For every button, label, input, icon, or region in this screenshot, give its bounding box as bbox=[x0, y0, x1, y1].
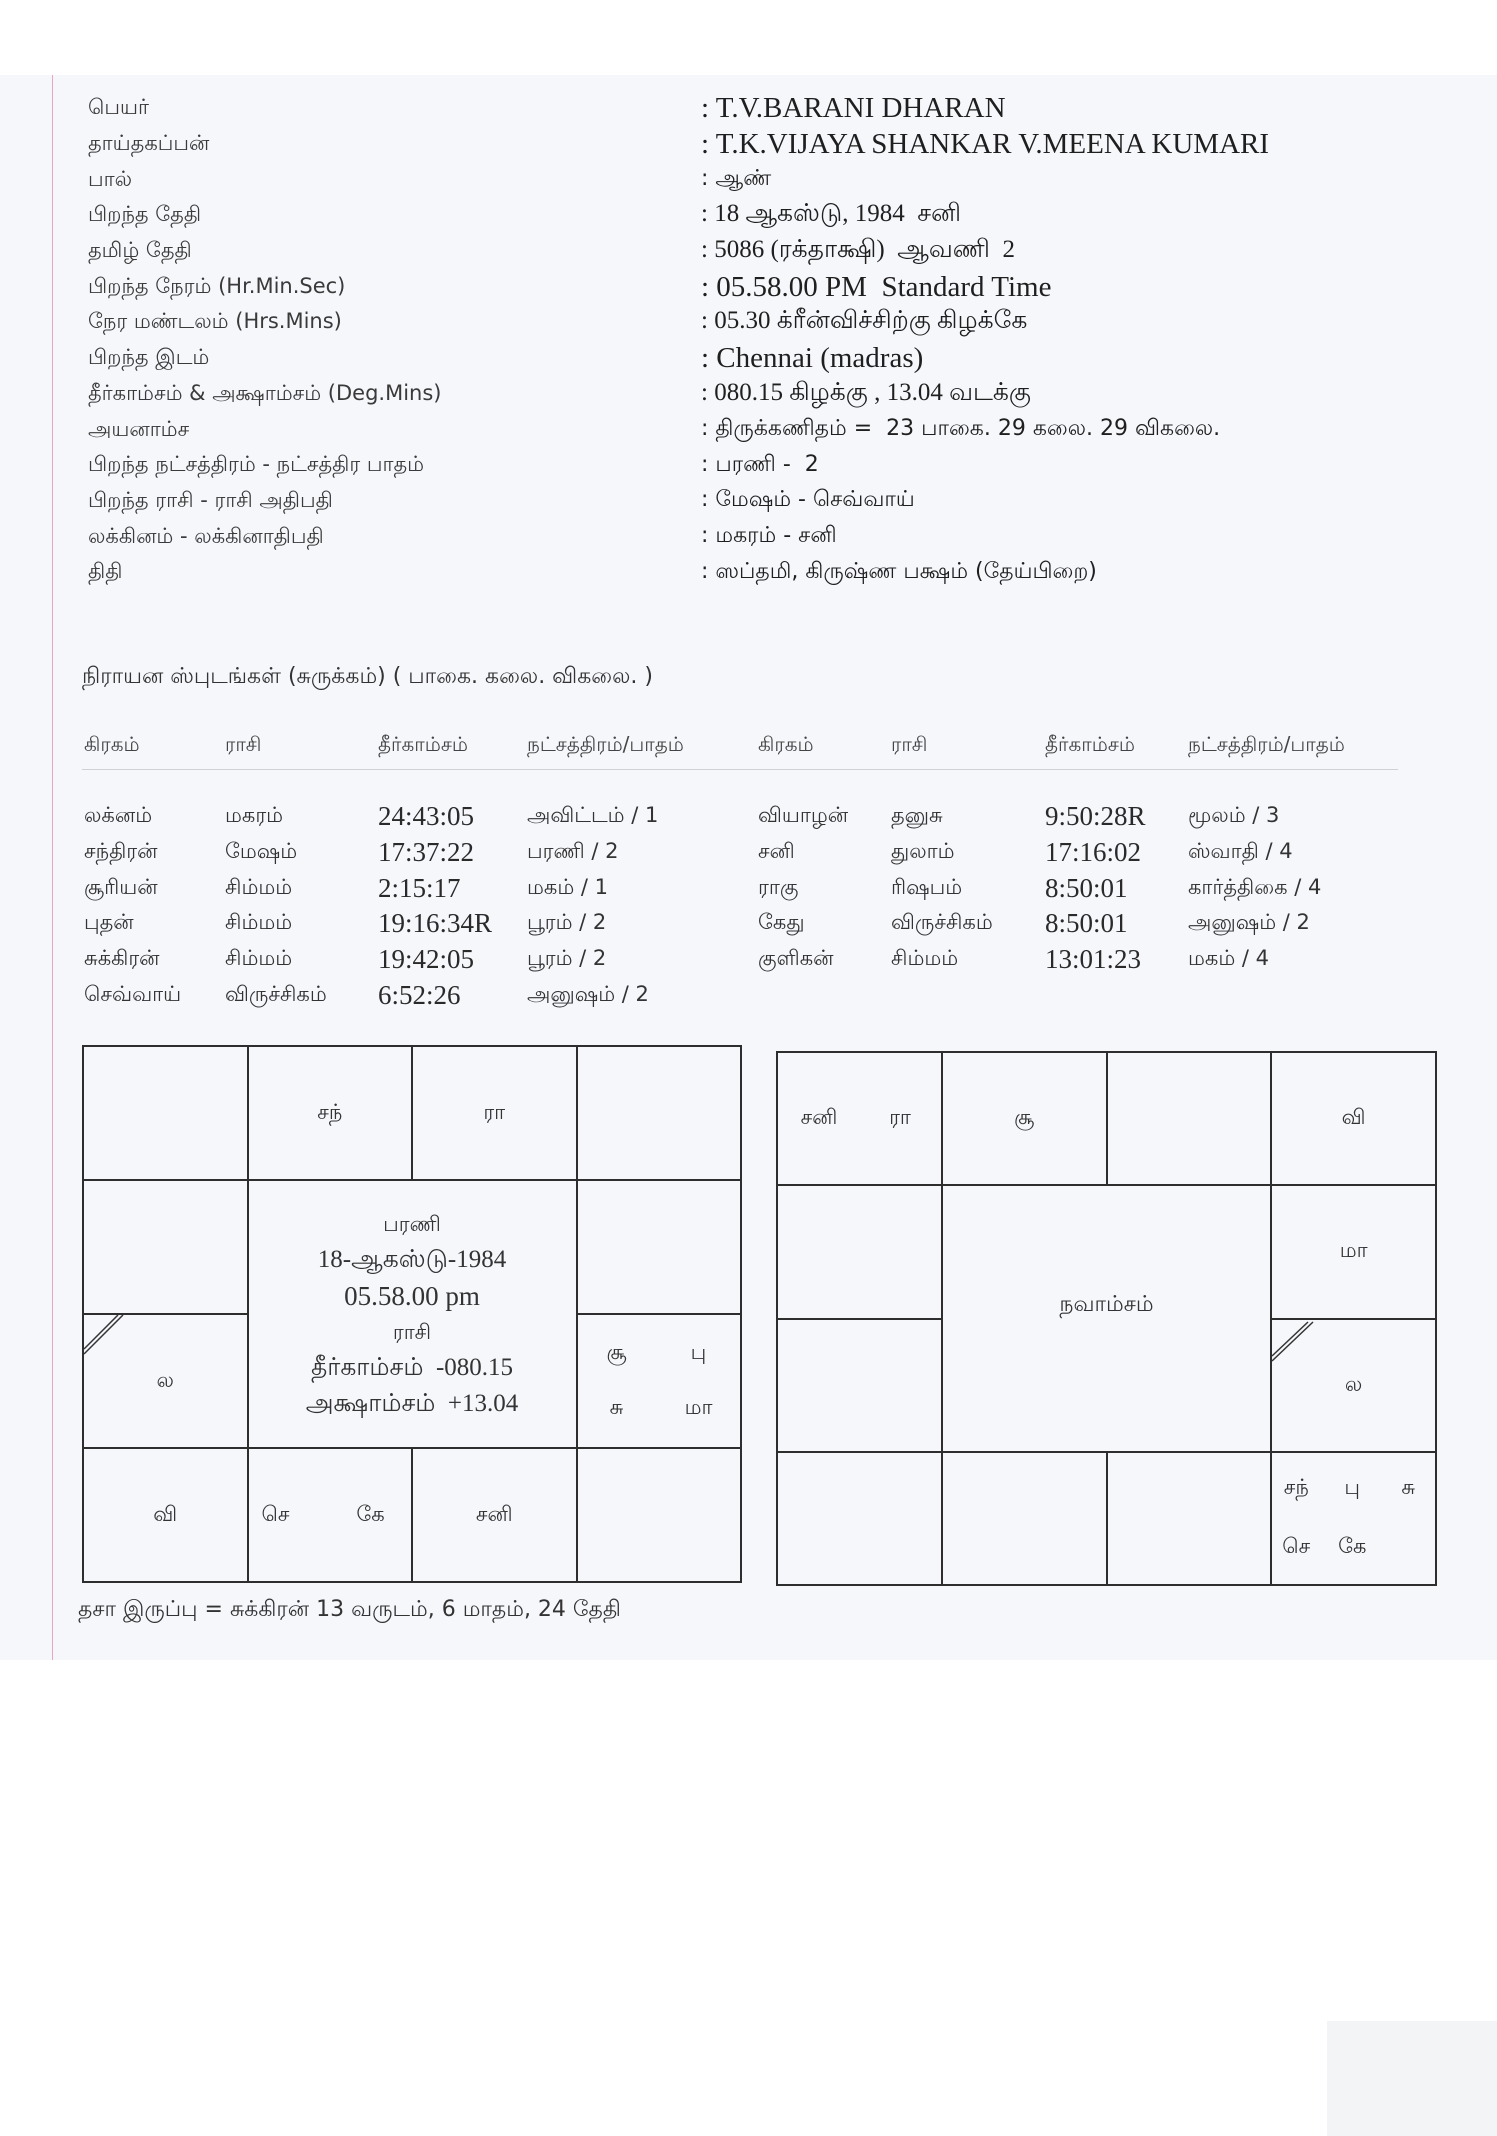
header-planet: கிரகம் bbox=[84, 732, 140, 757]
star-cell: அனுஷம் / 2 bbox=[1188, 910, 1310, 935]
navamsa-chart bbox=[776, 1051, 1437, 1586]
detail-value-birth-place: : Chennai (madras) bbox=[701, 342, 924, 375]
planet-token: வி bbox=[153, 1501, 178, 1526]
planet-token: ரா bbox=[889, 1105, 911, 1130]
sputam-heading: நிராயன ஸ்புடங்கள் (சுருக்கம்) ( பாகை. கலை. விகலை. ) bbox=[82, 664, 653, 689]
lagna-mark-icon bbox=[84, 1315, 128, 1359]
planet-token: ரா bbox=[483, 1099, 506, 1124]
planet-token: சனி bbox=[800, 1105, 838, 1130]
house-kumbha bbox=[778, 1186, 941, 1317]
header-longitude: தீர்காம்சம் bbox=[378, 732, 468, 757]
star-cell: ஸ்வாதி / 4 bbox=[1188, 839, 1293, 864]
house-mesha bbox=[943, 1053, 1106, 1184]
center-date: 18-ஆகஸ்டு-1984 bbox=[317, 1246, 507, 1273]
rasi-cell: துலாம் bbox=[891, 839, 955, 864]
detail-value-longitude-latitude: : 080.15 கிழக்கு , 13.04 வடக்கு bbox=[701, 378, 1031, 406]
planet-cell: புதன் bbox=[84, 910, 134, 935]
detail-value-name: : T.V.BARANI DHARAN bbox=[701, 92, 1006, 125]
house-rishaba bbox=[1108, 1053, 1271, 1184]
rasi-cell: சிம்மம் bbox=[225, 874, 293, 899]
navamsa-title: நவாம்சம் bbox=[1059, 1291, 1154, 1317]
planet-cell: குளிகன் bbox=[758, 946, 834, 971]
header-planet: கிரகம் bbox=[758, 732, 814, 757]
rasi-cell: சிம்மம் bbox=[225, 946, 293, 971]
planet-token: செ bbox=[1282, 1534, 1311, 1559]
detail-value-birth-date: : 18 ஆகஸ்டு, 1984 சனி bbox=[701, 200, 961, 228]
planet-token: செ bbox=[261, 1501, 290, 1526]
planet-cell: சனி bbox=[758, 839, 795, 864]
star-cell: மூலம் / 3 bbox=[1188, 803, 1280, 828]
dasa-balance: தசா இருப்பு = சுக்கிரன் 13 வருடம், 6 மாதம், 24 தேதி bbox=[78, 1597, 621, 1622]
margin-line bbox=[52, 75, 53, 1660]
planet-cell: கேது bbox=[758, 910, 805, 935]
detail-label-birth-place: பிறந்த இடம் bbox=[88, 345, 210, 370]
header-longitude: தீர்காம்சம் bbox=[1045, 732, 1135, 757]
detail-label-tamil-date: தமிழ் தேதி bbox=[88, 238, 192, 263]
planet-token: பு bbox=[1344, 1475, 1361, 1500]
longitude-cell: 2:15:17 bbox=[378, 872, 461, 903]
planet-cell: சூரியன் bbox=[84, 874, 158, 899]
house-makara bbox=[778, 1320, 941, 1451]
detail-label-birth-rasi: பிறந்த ராசி - ராசி அதிபதி bbox=[88, 487, 333, 512]
detail-label-time-zone: நேர மண்டலம் (Hrs.Mins) bbox=[88, 309, 342, 334]
house-vrischika bbox=[943, 1453, 1106, 1584]
house-mithuna bbox=[578, 1047, 741, 1179]
star-cell: பூரம் / 2 bbox=[527, 910, 607, 935]
rasi-chart-center bbox=[249, 1181, 576, 1447]
rasi-cell: சிம்மம் bbox=[891, 946, 959, 971]
star-cell: அனுஷம் / 2 bbox=[527, 981, 649, 1006]
detail-label-tithi: திதி bbox=[88, 559, 123, 584]
planet-token: மா bbox=[684, 1395, 713, 1419]
planet-token: சூ bbox=[1014, 1105, 1035, 1130]
longitude-cell: 8:50:01 bbox=[1045, 908, 1128, 939]
planet-token: சந் bbox=[317, 1099, 343, 1124]
longitude-cell: 24:43:05 bbox=[378, 801, 475, 832]
detail-value-ayanamsa: : திருக்கணிதம் = 23 பாகை. 29 கலை. 29 விகலை. bbox=[701, 416, 1221, 442]
longitude-cell: 19:16:34R bbox=[378, 908, 493, 939]
center-time: 05.58.00 pm bbox=[344, 1281, 480, 1311]
star-cell: பரணி / 2 bbox=[527, 839, 619, 864]
detail-label-gender: பால் bbox=[88, 166, 133, 191]
planet-row bbox=[597, 1340, 719, 1367]
detail-value-tithi: : ஸப்தமி, கிருஷ்ண பக்ஷம் (தேய்பிறை) bbox=[701, 558, 1097, 584]
detail-value-tamil-date: : 5086 (ரக்தாக்ஷி) ஆவணி 2 bbox=[701, 236, 1015, 264]
detail-value-birth-rasi: : மேஷம் - செவ்வாய் bbox=[701, 487, 915, 513]
planet-cell: ராகு bbox=[758, 874, 799, 899]
house-simha bbox=[1272, 1320, 1435, 1451]
house-meena bbox=[778, 1053, 941, 1184]
longitude-cell: 8:50:01 bbox=[1045, 872, 1128, 903]
planet-cell: செவ்வாய் bbox=[84, 981, 182, 1006]
house-simha bbox=[578, 1315, 741, 1447]
rasi-cell: விருச்சிகம் bbox=[891, 910, 993, 935]
longitude-cell: 6:52:26 bbox=[378, 979, 461, 1010]
detail-value-birth-star: : பரணி - 2 bbox=[701, 451, 819, 477]
house-makara bbox=[84, 1315, 247, 1447]
header-rasi: ராசி bbox=[891, 732, 928, 757]
house-mesha bbox=[249, 1047, 412, 1179]
star-cell: மகம் / 4 bbox=[1188, 946, 1270, 971]
planet-token: சு bbox=[609, 1395, 624, 1419]
detail-value-parents: : T.K.VIJAYA SHANKAR V.MEENA KUMARI bbox=[701, 128, 1270, 161]
house-kumbha bbox=[84, 1181, 247, 1313]
planet-token: சு bbox=[1401, 1475, 1416, 1500]
planet-row bbox=[1276, 1475, 1428, 1502]
detail-label-birth-star: பிறந்த நட்சத்திரம் - நட்சத்திர பாதம் bbox=[88, 452, 425, 477]
house-dhanu bbox=[84, 1449, 247, 1581]
rasi-cell: விருச்சிகம் bbox=[225, 981, 327, 1006]
planet-token: மா bbox=[1339, 1238, 1368, 1263]
detail-label-birth-time: பிறந்த நேரம் (Hr.Min.Sec) bbox=[88, 273, 346, 298]
center-chart-title: ராசி bbox=[392, 1320, 432, 1344]
planet-token: சனி bbox=[475, 1501, 513, 1526]
navamsa-chart-center bbox=[943, 1186, 1271, 1451]
house-rishaba bbox=[413, 1047, 576, 1179]
planet-token: வி bbox=[1341, 1105, 1366, 1130]
planet-cell: சுக்கிரன் bbox=[84, 946, 160, 971]
rasi-cell: ரிஷபம் bbox=[891, 874, 963, 899]
planet-cell: சந்திரன் bbox=[84, 839, 158, 864]
lagna-mark-icon bbox=[1272, 1320, 1316, 1364]
planet-token: பு bbox=[690, 1340, 707, 1364]
center-latitude: அக்ஷாம்சம் +13.04 bbox=[305, 1390, 519, 1417]
detail-label-birth-date: பிறந்த தேதி bbox=[88, 202, 202, 227]
house-thula bbox=[1108, 1453, 1271, 1584]
house-kataka bbox=[578, 1181, 741, 1313]
rasi-cell: மேஷம் bbox=[225, 839, 298, 864]
planet-row bbox=[799, 1105, 920, 1132]
detail-value-birth-time: : 05.58.00 PM Standard Time bbox=[701, 270, 1052, 303]
planet-token: சந் bbox=[1283, 1475, 1309, 1500]
longitude-cell: 13:01:23 bbox=[1045, 944, 1142, 975]
scan-shadow bbox=[1327, 2021, 1497, 2136]
longitude-cell: 17:37:22 bbox=[378, 837, 475, 868]
birth-details bbox=[88, 91, 1391, 591]
planet-row bbox=[597, 1395, 719, 1422]
planet-token: கே bbox=[1338, 1534, 1367, 1559]
center-star: பரணி bbox=[383, 1212, 441, 1236]
header-star-pada: நட்சத்திரம்/பாதம் bbox=[527, 732, 684, 757]
longitude-cell: 19:42:05 bbox=[378, 944, 475, 975]
longitude-cell: 17:16:02 bbox=[1045, 837, 1142, 868]
header-star-pada: நட்சத்திரம்/பாதம் bbox=[1188, 732, 1345, 757]
rasi-cell: தனுசு bbox=[891, 803, 943, 828]
sputam-header-row bbox=[84, 728, 1408, 764]
house-dhanu bbox=[778, 1453, 941, 1584]
house-kanni bbox=[578, 1449, 741, 1581]
house-mithuna bbox=[1272, 1053, 1435, 1184]
house-thula bbox=[413, 1449, 576, 1581]
detail-label-ayanamsa: அயனாம்ச bbox=[88, 416, 190, 441]
star-cell: அவிட்டம் / 1 bbox=[527, 803, 659, 828]
planet-token: ல bbox=[156, 1367, 174, 1392]
detail-value-gender: : ஆண் bbox=[701, 166, 772, 192]
header-rule bbox=[82, 769, 1398, 770]
house-meena bbox=[84, 1047, 247, 1179]
planet-cell: லக்னம் bbox=[84, 803, 153, 828]
sputam-table-body bbox=[84, 799, 1408, 1013]
detail-label-name: பெயர் bbox=[88, 95, 149, 120]
star-cell: பூரம் / 2 bbox=[527, 946, 607, 971]
longitude-cell: 9:50:28R bbox=[1045, 801, 1146, 832]
planet-token: ல bbox=[1344, 1371, 1363, 1396]
house-kataka bbox=[1272, 1186, 1435, 1317]
planet-cell: வியாழன் bbox=[758, 803, 849, 828]
detail-value-time-zone: : 05.30 க்ரீன்விச்சிற்கு கிழக்கே bbox=[701, 307, 1028, 335]
planet-row bbox=[256, 1502, 391, 1529]
rasi-cell: மகரம் bbox=[225, 803, 284, 828]
star-cell: கார்த்திகை / 4 bbox=[1188, 874, 1322, 899]
detail-label-parents: தாய்தகப்பன் bbox=[88, 131, 210, 156]
rasi-cell: சிம்மம் bbox=[225, 910, 293, 935]
house-vrischika bbox=[249, 1449, 412, 1581]
star-cell: மகம் / 1 bbox=[527, 874, 609, 899]
detail-value-lagna: : மகரம் - சனி bbox=[701, 523, 837, 549]
detail-label-lagna: லக்கினம் - லக்கினாதிபதி bbox=[88, 523, 324, 548]
planet-token: கே bbox=[356, 1501, 385, 1526]
house-kanni bbox=[1272, 1453, 1435, 1584]
center-longitude: தீர்காம்சம் -080.15 bbox=[310, 1354, 514, 1381]
header-rasi: ராசி bbox=[225, 732, 262, 757]
rasi-chart bbox=[82, 1045, 742, 1583]
planet-token: சூ bbox=[606, 1340, 627, 1364]
planet-row bbox=[1276, 1534, 1372, 1561]
detail-label-longitude-latitude: தீர்காம்சம் & அக்ஷாம்சம் (Deg.Mins) bbox=[88, 380, 442, 405]
